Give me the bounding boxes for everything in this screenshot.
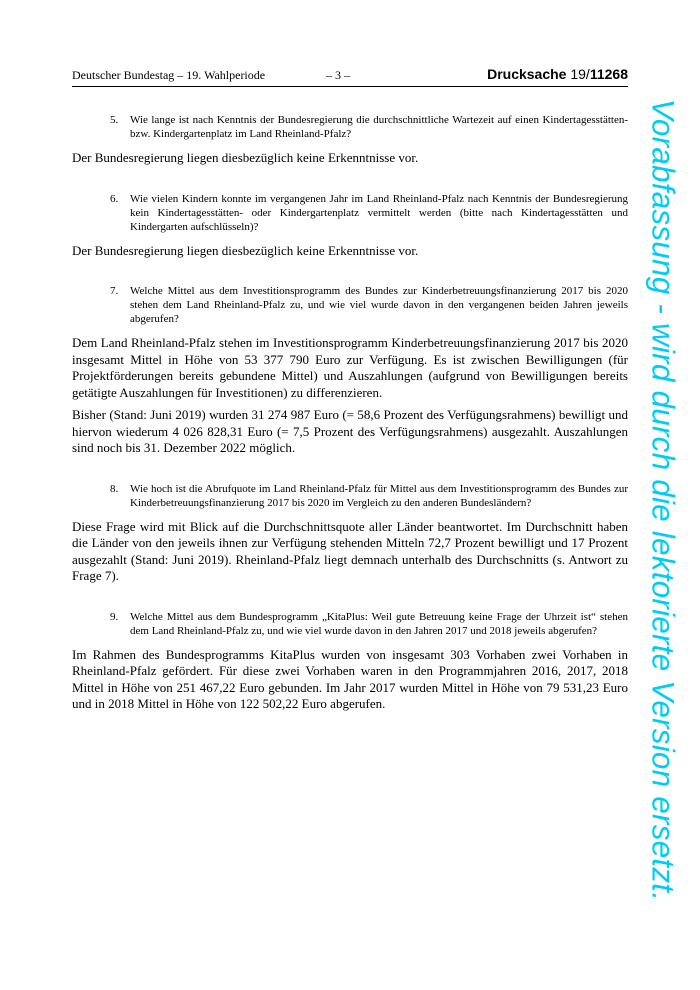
document-prefix: 19/	[570, 66, 590, 82]
document-body	[72, 113, 628, 719]
question-text: Wie lange ist nach Kenntnis der Bundesregierung die durchschnittliche Wartezeit auf einen Kindertagesstätten- bzw. Kindergartenplatz im Land Rheinland-Pfalz?	[130, 114, 628, 140]
question-9	[110, 610, 628, 638]
question-text: Wie hoch ist die Abrufquote im Land Rheinland-Pfalz für Mittel aus dem Investitionsprogramm des Bundes zur Kinderbetreuungsfinanzierung 2017 bis 2020 im Vergleich zu den anderen Bundesländern?	[130, 482, 628, 509]
question-number: 8.	[110, 482, 119, 495]
question-text: Welche Mittel aus dem Investitionsprogramm des Bundes zur Kinderbetreuungsfinanzierung 2017 bis 2020 stehen dem Land Rheinland-Pfalz zu, und wie viel wurde davon in den vergangenen beiden Jahren jeweils abgerufen?	[130, 285, 628, 325]
document-number	[487, 66, 628, 82]
page-header	[72, 68, 628, 87]
question-number: 7.	[110, 285, 119, 297]
question-number: 5.	[110, 114, 119, 126]
page-number: – 3 –	[326, 68, 350, 82]
question-5	[110, 113, 628, 141]
question-8	[110, 482, 628, 510]
answer-paragraph: Der Bundesregierung liegen diesbezüglich keine Erkenntnisse vor.	[72, 242, 419, 258]
answer-paragraph: Im Rahmen des Bundesprogramms KitaPlus wurden von insgesamt 303 Vorhaben zwei Vorhaben in Rheinland-Pfalz gefördert. Für diese zwei Vorhaben waren in den Programmjahren 2016, 2017, 2018 Mittel in Höhe von 251 467,22 Euro gebunden. Im Jahr 2017 wurden Mittel in Höhe von 79 531,23 Euro und in 2018 Mittel in Höhe von 122 502,22 Euro abgerufen.	[72, 646, 628, 711]
question-text: Welche Mittel aus dem Bundesprogramm „KitaPlus: Weil gute Betreuung keine Frage der Uhrzeit ist“ stehen dem Land Rheinland-Pfalz zu, und wie viel wurde davon in den Jahren 2017 und 2018 jeweils abgerufen?	[130, 610, 628, 637]
question-number: 9.	[110, 610, 119, 623]
answer-paragraph: Bisher (Stand: Juni 2019) wurden 31 274 987 Euro (= 58,6 Prozent des Verfügungsrahmens) bewilligt und hiervon wiederum 4 026 828,31 Euro (= 7,5 Prozent des Verfügungsrahmens) ausgezahlt. Auszahlungen sind noch bis 31. Dezember 2022 möglich.	[72, 407, 628, 455]
answer-paragraph: Der Bundesregierung liegen diesbezüglich keine Erkenntnisse vor.	[72, 150, 419, 165]
question-number: 6.	[110, 192, 119, 205]
draft-watermark: Vorabfassung - wird durch die lektorierte Version ersetzt.	[645, 98, 682, 902]
question-6	[110, 192, 628, 234]
publication-title: Deutscher Bundestag – 19. Wahlperiode	[72, 68, 266, 82]
answer-paragraph: Dem Land Rheinland-Pfalz stehen im Investitionsprogramm Kinderbetreuungsfinanzierung 2017 bis 2020 insgesamt Mittel in Höhe von 53 377 790 Euro zur Verfügung. Es ist zwischen Bewilligungen (für Projektförderungen bereits gebundene Mittel) und Auszahlungen (aufgrund von Bewilligungen bereits getätigte Auszahlungen für Investitionen) zu differenzieren.	[72, 335, 628, 400]
document-id: 11268	[589, 66, 628, 82]
answer-paragraph: Diese Frage wird mit Blick auf die Durchschnittsquote aller Länder beantwortet. Im Durchschnitt haben die Länder von den jeweils ihnen zur Verfügung stehenden Mitteln 72,7 Prozent bewilligt und 17 Prozent ausgezahlt (Stand: Juni 2019). Rheinland-Pfalz liegt demnach unterhalb des Durchschnitts (s. Antwort zu Frage 7).	[72, 518, 628, 583]
question-7	[110, 284, 628, 326]
document-label: Drucksache	[487, 66, 567, 82]
question-text: Wie vielen Kindern konnte im vergangenen Jahr im Land Rheinland-Pfalz nach Kenntnis der Bundesregierung kein Kindertagesstätten- oder Kindergartenplatz vermittelt werden (bitte nach Kindertagesstätten und Kindergarten aufschlüsseln)?	[130, 192, 628, 233]
